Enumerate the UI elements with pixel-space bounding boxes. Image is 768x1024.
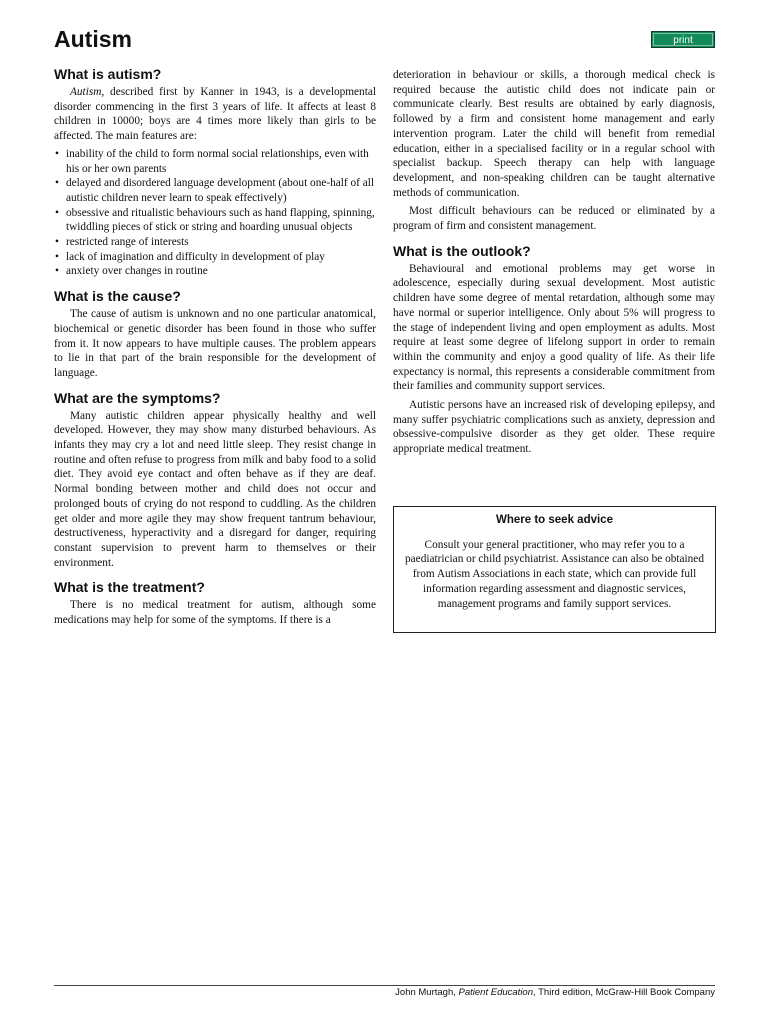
treatment-paragraph-start: There is no medical treatment for autism, although some medications may help for some of the symptoms. If there is a <box>54 599 376 627</box>
heading-cause: What is the cause? <box>54 288 181 305</box>
advice-text: Consult your general practitioner, who may refer you to a paediatrician or child psychiatrist. Assistance can also be obtained from Autism Associations in each state, which can provide full information regarding assessment and diagnostic services, management programs and family support services. <box>405 538 704 610</box>
intro-text: , described first by Kanner in 1943, is a developmental disorder commencing in the first 3 years of life. It affects at least 8 children in 10000; boys are 4 times more likely than girls to be affected. The main features are: <box>54 86 376 143</box>
footer-divider <box>54 985 715 986</box>
footer-author: John Murtagh, <box>395 987 459 998</box>
print-button[interactable]: print <box>651 31 715 48</box>
list-item: • restricted range of interests <box>54 235 376 250</box>
heading-what-is-autism: What is autism? <box>54 66 162 82</box>
heading-outlook: What is the outlook? <box>393 242 531 259</box>
list-item: • lack of imagination and difficulty in development of play <box>54 250 376 265</box>
list-item: • obsessive and ritualistic behaviours such as hand flapping, spinning, twiddling pieces of stick or string and hoarding unusual objects <box>54 206 376 235</box>
list-item: • anxiety over changes in routine <box>54 264 376 279</box>
outlook-paragraph-1: Behavioural and emotional problems may get worse in adolescence, especially during sexual development. Most autistic children have some degree of mental retardation, although some may have normal or superior intelligence. Only about 5% will progress to the stage of independent living and open employment as adults. Most require at least some degree of lifelong support in order to remain within the community and enjoy a good quality of life. As their life expectancy is normal, this represents a considerable commitment from their families and community support services. <box>393 262 715 393</box>
outlook-paragraph-2: Autistic persons have an increased risk of developing epilepsy, and many suffer psychiatric complications such as anxiety, depression and obsessive-compulsive disorder as they get older. These require appropriate medical treatment. <box>393 399 715 456</box>
features-list <box>54 147 376 279</box>
advice-heading: Where to seek advice <box>496 514 613 526</box>
right-column <box>393 68 715 457</box>
list-item: • delayed and disordered language development (about one-half of all autistic children never learn to speak effectively) <box>54 176 376 205</box>
intro-paragraph <box>54 85 376 144</box>
treatment-paragraph-continued: deterioration in behaviour or skills, a thorough medical check is required because the autistic child does not indicate pain or communicate clearly. Best results are obtained by early diagnosis, followed by a firm and consistent home management and early intervention program. Later the child will benefit from remedial education, either in a specialised facility or in a regular school with specialist backup. Speech therapy can help with language development, and non-speaking children can be taught alternative methods of communication. <box>393 69 715 199</box>
heading-symptoms: What are the symptoms? <box>54 389 221 406</box>
symptoms-paragraph: Many autistic children appear physically healthy and well developed. However, they may show many disturbed behaviours. As infants they may cry a lot and need little sleep. They resist change in routine and often refuse to progress from milk and baby food to a solid diet. They avoid eye contact and often behave as if they are deaf. Normal bonding between mother and child does not occur and prolonged bouts of crying do not respond to cuddling. As the children get older and more agile they may show frequent tantrum behaviour, destructiveness, hyperactivity and a disregard for danger, requiring constant supervision to prevent harm to themselves or their environment. <box>54 409 376 569</box>
advice-box <box>393 506 716 633</box>
treatment-paragraph-2: Most difficult behaviours can be reduced or eliminated by a program of firm and consistent management. <box>393 205 715 233</box>
heading-treatment: What is the treatment? <box>54 579 205 596</box>
left-column <box>54 66 376 628</box>
footer-book-title: Patient Education <box>458 987 534 998</box>
page-title: Autism <box>54 26 132 52</box>
footer-citation <box>54 987 715 998</box>
list-item: • inability of the child to form normal social relationships, even with his or her own parents <box>54 147 376 176</box>
intro-term: Autism <box>70 86 102 98</box>
cause-paragraph: The cause of autism is unknown and no one particular anatomical, biochemical or genetic disorder has been found in those who suffer from it. It now appears to have multiple causes. The problem appears to lie in that part of the brain responsible for the development of language. <box>54 308 376 379</box>
footer-edition: , Third edition, McGraw-Hill Book Company <box>533 987 715 998</box>
